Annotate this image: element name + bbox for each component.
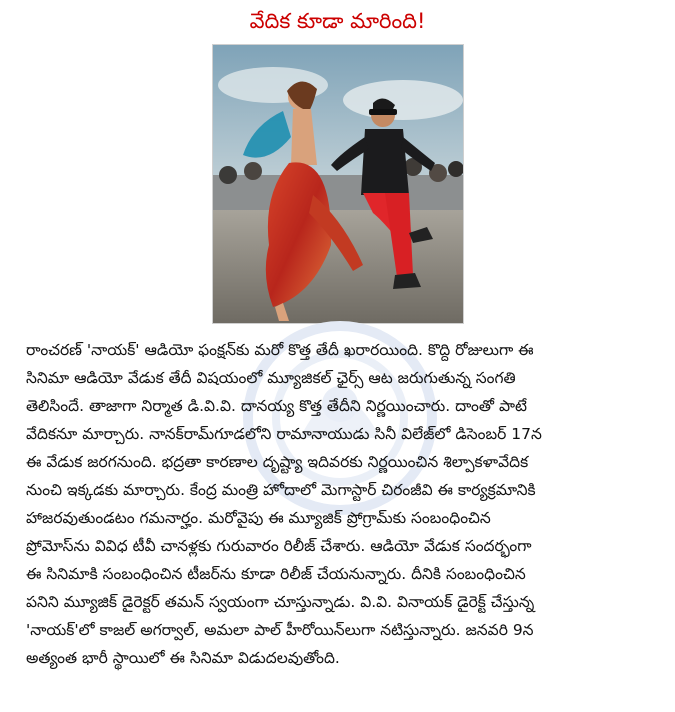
article-line: ఈ సినిమాకి సంబంధించిన టీజర్‌ను కూడా రిలీజ్ చేయనున్నారు. దీనికి సంబంధించిన: [26, 565, 526, 583]
article-line: వేదికనూ మార్చారు. నానక్‌రామ్‌గూడలోని రామానాయుడు సినీ విలేజ్‌లో డిసెంబర్ 17న: [26, 425, 542, 443]
article-line: అత్యంత భారీ స్థాయిలో ఈ సినిమా విడుదలవుతోంది.: [26, 649, 340, 667]
article-photo: [212, 44, 464, 324]
article-line: ప్రోమోస్‌ను వివిధ టీవీ చానళ్లకు గురువారం రిలీజ్ చేశారు. ఆడియో వేడుక సందర్భంగా: [26, 537, 532, 555]
article-line: రాంచరణ్ 'నాయక్' ఆడియో ఫంక్షన్‌కు మరో కొత్త తేదీ ఖరారయింది. కొద్ది రోజులుగా ఈ: [26, 341, 534, 359]
article-body: [26, 336, 656, 672]
article-line: ఈ వేడుక జరగనుంది. భద్రతా కారణాల దృష్ట్యా ఇదివరకు నిర్ణయించిన శిల్పాకళావేదిక: [26, 453, 529, 471]
dance-still-photo-icon: [213, 45, 463, 323]
article-line: నుంచి ఇక్కడకు మార్చారు. కేంద్ర మంత్రి హోదాలో మెగాస్టార్ చిరంజీవి ఈ కార్యక్రమానికి: [26, 481, 536, 499]
article-headline: వేదిక కూడా మారింది!: [249, 9, 426, 33]
article-line: సినిమా ఆడియో వేడుక తేదీ విషయంలో మ్యూజికల్ ఛైర్స్ ఆట జరుగుతున్న సంగతి: [26, 369, 516, 387]
article-line: తెలిసిందే. తాజాగా నిర్మాత డి.వి.వి. దానయ్య కొత్త తేదీని నిర్ణయించారు. దాంతో పాటే: [26, 397, 527, 415]
article-line: పనిని మ్యూజిక్ డైరెక్టర్ తమన్ స్వయంగా చూస్తున్నాడు. వి.వి. వినాయక్ డైరెక్ట్ చేస్తున్న: [26, 593, 535, 611]
article-line: 'నాయక్'లో కాజల్ అగర్వాల్, అమలా పాల్ హీరోయిన్‌లుగా నటిస్తున్నారు. జనవరి 9న: [26, 621, 534, 639]
article-line: హాజరవుతుండటం గమనార్హం. మరోవైపు ఈ మ్యూజిక్ ప్రోగ్రామ్‌కు సంబంధించిన: [26, 509, 491, 527]
